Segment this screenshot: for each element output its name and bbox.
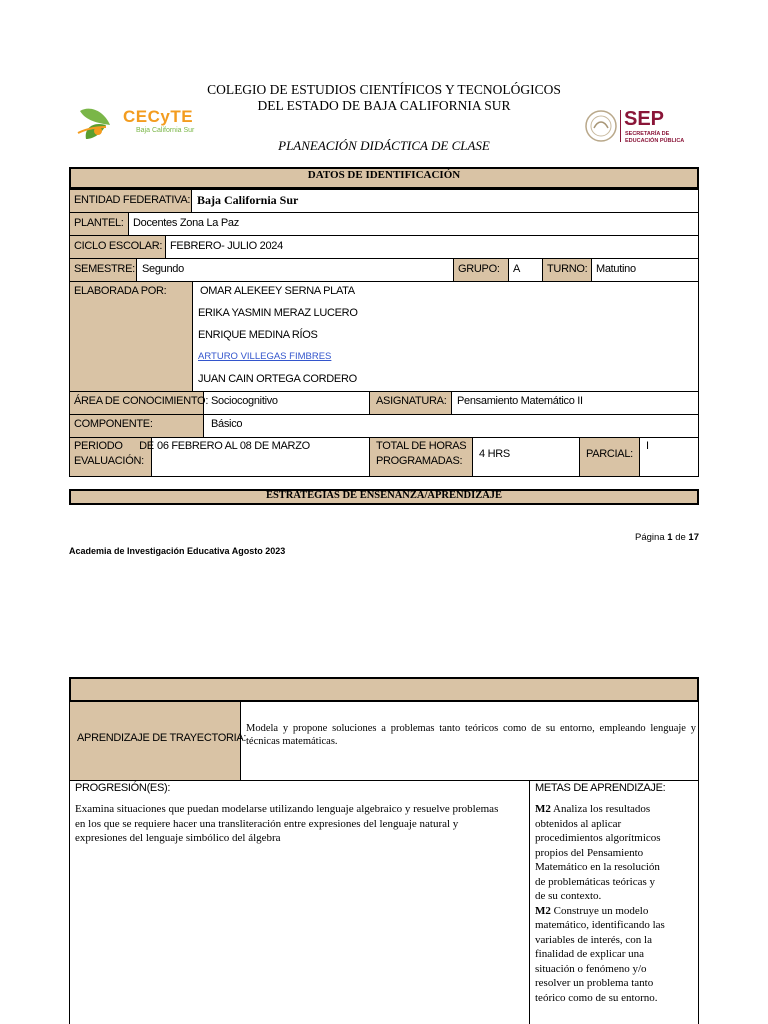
grupo-label: GRUPO:	[458, 263, 500, 275]
semestre-value: Segundo	[142, 263, 184, 275]
author-5: JUAN CAIN ORTEGA CORDERO	[198, 373, 357, 385]
school-name-line1: COLEGIO DE ESTUDIOS CIENTÍFICOS Y TECNOLÓGICOS	[207, 82, 561, 97]
componente-value: Básico	[211, 418, 243, 430]
periodo-label-line2: EVALUACIÓN:	[74, 455, 144, 467]
meta-2-code: M2	[535, 904, 551, 917]
metas-list	[535, 802, 667, 1005]
area-label: ÁREA DE CONOCIMIENTO:	[74, 395, 209, 407]
meta-item-2	[535, 904, 667, 1006]
page-prefix: Página	[635, 532, 668, 543]
periodo-value: 06 FEBRERO AL 08 DE MARZO	[157, 440, 310, 452]
meta-1-code: M2	[535, 803, 551, 815]
author-2: ERIKA YASMIN MERAZ LUCERO	[198, 307, 358, 319]
turno-value: Matutino	[596, 263, 636, 275]
cecyte-logo-sub: Baja California Sur	[136, 127, 195, 134]
author-1: OMAR ALEKEEY SERNA PLATA	[200, 285, 355, 297]
parcial-value: I	[646, 440, 649, 452]
asignatura-value: Pensamiento Matemático II	[457, 395, 583, 407]
page-total: 17	[688, 532, 699, 543]
total-horas-value: 4 HRS	[479, 448, 510, 460]
sep-logo-sub1: SECRETARÍA DE	[625, 131, 670, 137]
page-number	[600, 532, 699, 543]
meta-1-text: Analiza los resultados obtenidos al aplicar procedimientos algorítmicos propios del Pensamiento Matemático en la resolución de problemáticas teóricas y de su contexto.	[535, 803, 664, 902]
ciclo-label: CICLO ESCOLAR:	[74, 240, 163, 252]
sep-logo-sub2: EDUCACIÓN PÚBLICA	[625, 138, 685, 144]
plantel-value: Docentes Zona La Paz	[133, 217, 239, 229]
academia-footer: Academia de Investigación Educativa Agosto 2023	[69, 546, 286, 556]
parcial-label: PARCIAL:	[586, 448, 633, 460]
ident-section-title: DATOS DE IDENTIFICACIÓN	[307, 169, 461, 181]
page-mid: de	[672, 532, 689, 543]
strategies-title: ESTRATEGIAS DE ENSEÑANZA/APRENDIZAJE	[265, 490, 503, 501]
componente-label: COMPONENTE:	[74, 418, 153, 430]
progresion-label: PROGRESIÓN(ES):	[75, 782, 171, 794]
grupo-value: A	[513, 263, 521, 275]
aprendizaje-label: APRENDIZAJE DE TRAYECTORIA:	[77, 732, 247, 744]
cecyte-logo-name: CECyTE	[123, 107, 194, 126]
author-4-link[interactable]: ARTURO VILLEGAS FIMBRES	[198, 351, 332, 362]
meta-2-text: Construye un modelo matemático, identificando las variables de interés, con la finalidad de explicar una situación o fenómeno y/o resolver un problema tanto teórico como de su entorno.	[535, 904, 668, 1004]
ciclo-value: FEBRERO- JULIO 2024	[170, 240, 283, 252]
area-value: Sociocognitivo	[211, 395, 278, 407]
progresion-text: Examina situaciones que puedan modelarse utilizando lenguaje algebraico y resuelve problemas en los que se requiere hacer una transliteración entre expresiones del lenguaje natural y expresiones del lenguaje simbólico del álgebra	[75, 803, 499, 844]
document-subtitle: PLANEACIÓN DIDÁCTICA DE CLASE	[278, 138, 490, 153]
periodo-label-line1: PERIODO DE	[74, 440, 154, 452]
semestre-label: SEMESTRE:	[74, 263, 135, 275]
entidad-label: ENTIDAD FEDERATIVA:	[74, 194, 191, 206]
plantel-label: PLANTEL:	[74, 217, 124, 229]
entidad-value: Baja California Sur	[197, 193, 299, 207]
elaborada-label: ELABORADA POR:	[74, 285, 167, 297]
page-current: 1	[667, 532, 673, 543]
sep-logo-name: SEP	[624, 108, 665, 130]
school-name-line2: DEL ESTADO DE BAJA CALIFORNIA SUR	[257, 98, 511, 113]
asignatura-label: ASIGNATURA:	[376, 395, 447, 407]
turno-label: TURNO:	[547, 263, 588, 275]
cecyte-leaf-icon	[76, 103, 122, 143]
author-3: ENRIQUE MEDINA RÍOS	[198, 329, 318, 341]
total-horas-label-line1: TOTAL DE HORAS	[376, 440, 467, 452]
page2-header-bar	[69, 677, 699, 702]
total-horas-label-line2: PROGRAMADAS:	[376, 455, 463, 467]
aprendizaje-text: Modela y propone soluciones a problemas tanto teóricos como de su entorno, empleando lenguaje y técnicas matemáticas.	[246, 723, 696, 747]
cecyte-logo	[76, 103, 206, 143]
metas-label: METAS DE APRENDIZAJE:	[535, 782, 666, 794]
meta-item-1	[535, 802, 667, 904]
